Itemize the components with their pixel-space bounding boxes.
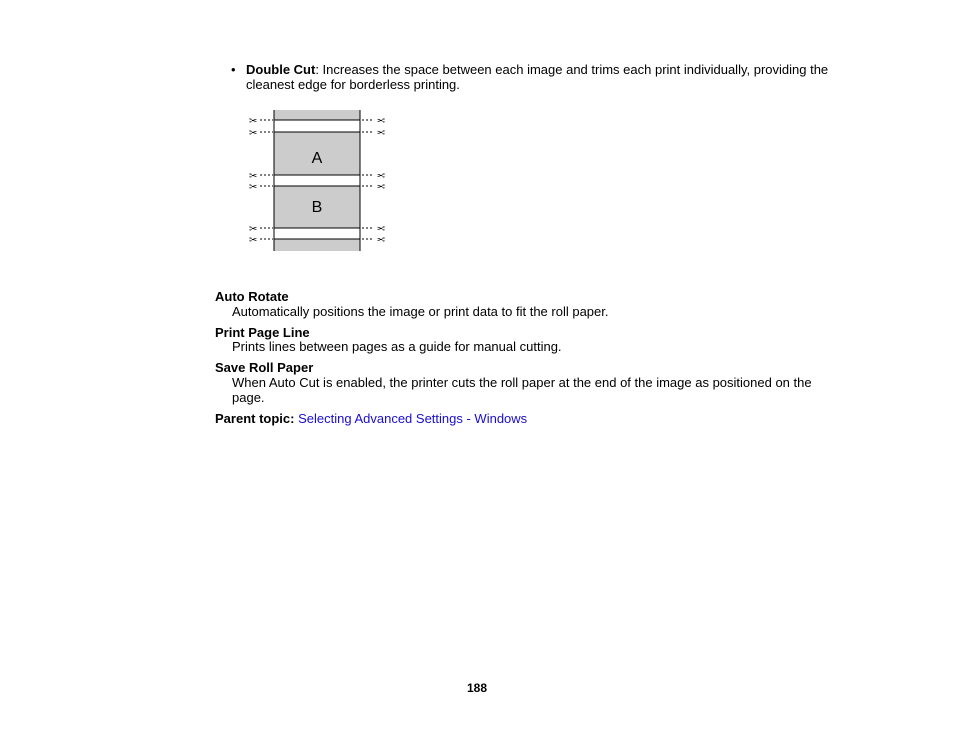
auto-rotate-description: Automatically positions the image or print data to fit the roll paper. xyxy=(232,304,609,319)
parent-topic-link[interactable]: Selecting Advanced Settings - Windows xyxy=(298,411,528,426)
print-page-line-description: Prints lines between pages as a guide for manual cutting. xyxy=(232,339,562,354)
image-a-label: A xyxy=(311,150,323,167)
scissors-icon: ✂ xyxy=(376,128,385,139)
paper-gap-top xyxy=(274,120,360,132)
scissors-icon: ✂ xyxy=(249,116,258,127)
double-cut-text xyxy=(246,62,831,92)
bullet-icon: • xyxy=(231,62,236,77)
scissors-icon: ✂ xyxy=(376,116,385,127)
scissors-icon: ✂ xyxy=(249,235,258,246)
paper-gap-mid xyxy=(274,175,360,186)
scissors-icon: ✂ xyxy=(376,224,385,235)
double-cut-item xyxy=(231,62,831,92)
parent-topic-label: Parent topic: xyxy=(215,411,295,426)
image-b-label: B xyxy=(311,199,323,216)
paper-bottom xyxy=(274,239,360,251)
scissors-icon: ✂ xyxy=(376,235,385,246)
scissors-icon: ✂ xyxy=(376,182,385,193)
scissors-icon: ✂ xyxy=(249,182,258,193)
paper-top xyxy=(274,110,360,120)
paper-gap-bottom xyxy=(274,228,360,239)
scissors-icon: ✂ xyxy=(249,128,258,139)
auto-rotate-term: Auto Rotate xyxy=(215,289,289,304)
scissors-icon: ✂ xyxy=(249,224,258,235)
double-cut-term: Double Cut xyxy=(246,62,316,77)
double-cut-diagram xyxy=(248,108,388,254)
save-roll-paper-term: Save Roll Paper xyxy=(215,360,314,375)
page-number: 188 xyxy=(466,681,488,695)
save-roll-paper-description: When Auto Cut is enabled, the printer cuts the roll paper at the end of the image as positioned on the page. xyxy=(232,375,812,405)
parent-topic xyxy=(215,411,527,426)
double-cut-description: : Increases the space between each image and trims each print individually, providing the cleanest edge for borderless printing. xyxy=(246,62,829,92)
scissors-icon: ✂ xyxy=(249,171,258,182)
print-page-line-term: Print Page Line xyxy=(215,325,310,340)
scissors-icon: ✂ xyxy=(376,171,385,182)
